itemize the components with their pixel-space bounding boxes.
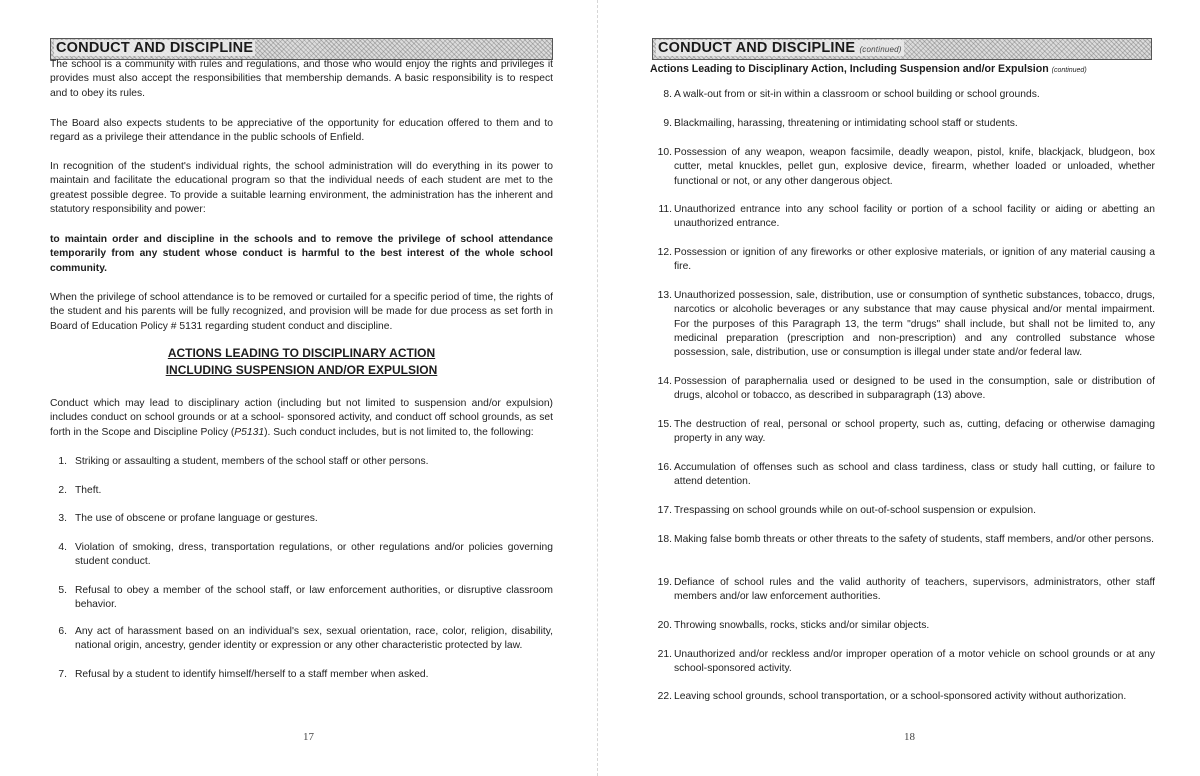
section-header	[656, 40, 904, 56]
paragraph-responsibility-power: to maintain order and discipline in the schools and to remove the privilege of school attendance temporarily from any student whose conduct is harmful to the best interest of the whole school community.	[50, 234, 553, 274]
item-number: 21.	[657, 649, 672, 660]
item-number: 2.	[58, 485, 67, 496]
item-number: 20.	[657, 620, 672, 631]
item-number: 11.	[658, 204, 672, 215]
sub-heading-text: Actions Leading to Disciplinary Action, Including Suspension and/or Expulsion	[650, 63, 1049, 75]
item-text: Unauthorized possession, sale, distribution, use or consumption of synthetic substances, tobacco, drugs, narcotics or alcoholic beverages or any substance that may cause physical and/or mental impairment. For the purposes of this Paragraph 13, the term "drugs" shall include, but shall not be limited to, any medicinal preparation (prescription and non-prescription) and any controlled substance whose possession, sale, distribution, use or consumption is illegal under state and/or federal law.	[674, 290, 1155, 359]
paragraph-student-rights: In recognition of the student's individual rights, the school administration will do everything in its power to maintain and facilitate the educational program so that the individual needs of each student are met to the greatest possible degree. To provide a suitable learning environment, the administration has the inherent and statutory responsibility and power:	[50, 161, 553, 215]
item-text: Refusal by a student to identify himself/herself to a staff member when asked.	[75, 669, 429, 680]
item-number: 3.	[58, 513, 67, 524]
item-number: 10.	[657, 147, 672, 158]
item-text: Blackmailing, harassing, threatening or intimidating school staff or students.	[674, 118, 1018, 129]
section-banner	[652, 38, 1152, 60]
item-text: The destruction of real, personal or school property, such as, cutting, defacing or otherwise damaging property in any way.	[674, 419, 1155, 445]
item-number: 8.	[663, 89, 672, 100]
item-text: Striking or assaulting a student, members of the school staff or other persons.	[75, 456, 429, 467]
item-number: 5.	[58, 585, 67, 596]
paragraph-board-expectations: The Board also expects students to be appreciative of the opportunity for education offered to them and to regard as a privilege their attendance in the public schools of Enfield.	[50, 118, 553, 144]
item-number: 13.	[657, 290, 672, 301]
conduct-intro-end: ). Such conduct includes, but is not limited to, the following:	[264, 426, 534, 438]
sub-heading	[650, 63, 1087, 75]
page-fold-divider	[597, 0, 598, 776]
item-text: Defiance of school rules and the valid authority of teachers, supervisors, administrators, other staff members and/or law enforcement authorities.	[674, 577, 1155, 603]
section-header-text: CONDUCT AND DISCIPLINE	[658, 40, 856, 56]
item-text: Accumulation of offenses such as school and class tardiness, class or study hall cutting, or failure to attend detention.	[674, 462, 1155, 488]
item-number: 22.	[657, 691, 672, 702]
item-text: The use of obscene or profane language or gestures.	[75, 513, 318, 524]
page-number: 17	[303, 731, 314, 743]
item-number: 14.	[657, 376, 672, 387]
item-text: Refusal to obey a member of the school staff, or law enforcement authorities, or disruptive classroom behavior.	[75, 585, 553, 611]
item-text: Possession of any weapon, weapon facsimile, deadly weapon, pistol, knife, blackjack, bludgeon, box cutter, metal knuckles, pellet gun, explosive device, firearm, whether loaded or unloaded, whether functional or not, or any other dangerous object.	[674, 147, 1155, 187]
section-banner	[50, 38, 553, 60]
item-number: 7.	[58, 669, 67, 680]
paragraph-community: The school is a community with rules and regulations, and those who would enjoy the rights and privileges it provides must also accept the responsibilities that membership demands. A basic responsibility is to respect and to obey its rules.	[50, 59, 553, 99]
item-text: Any act of harassment based on an individual's sex, sexual orientation, race, color, religion, disability, national origin, ancestry, gender identity or expression or any other characteristic protected by law.	[75, 626, 553, 652]
item-number: 6.	[58, 626, 67, 637]
paragraph-due-process: When the privilege of school attendance is to be removed or curtailed for a specific period of time, the rights of the student and his parents will be fully recognized, and provision will be made for due process as set forth in Board of Education Policy # 5131 regarding student conduct and discipline.	[50, 292, 553, 332]
section-title-line-1: ACTIONS LEADING TO DISCIPLINARY ACTION	[167, 346, 436, 360]
item-text: Violation of smoking, dress, transportation regulations, or other regulations and/or policies governing student conduct.	[75, 542, 553, 568]
item-text: Possession or ignition of any fireworks or other explosive materials, or ignition of any material causing a fire.	[674, 247, 1155, 273]
item-text: A walk-out from or sit-in within a classroom or school building or school grounds.	[674, 89, 1040, 100]
item-number: 17.	[657, 505, 672, 516]
item-text: Unauthorized entrance into any school facility or portion of a school facility or aiding or abetting an unauthorized entrance.	[674, 204, 1155, 230]
item-text: Possession of paraphernalia used or designed to be used in the consumption, sale or distribution of drugs, alcohol or tobacco, as described in subparagraph (13) above.	[674, 376, 1155, 402]
sub-heading-continued: (continued)	[1051, 67, 1087, 74]
page-number: 18	[904, 731, 915, 743]
item-number: 12.	[657, 247, 672, 258]
item-number: 4.	[58, 542, 67, 553]
item-text: Making false bomb threats or other threats to the safety of students, staff members, and/or other persons.	[674, 534, 1155, 545]
conduct-intro-text: Conduct which may lead to disciplinary action (including but not limited to suspension and/or expulsion) includes conduct on school grounds or at a school- sponsored activity, and conduct off school grounds, as set forth in the Scope and Discipline Policy (	[50, 398, 553, 438]
item-number: 16.	[657, 462, 672, 473]
left-page	[0, 0, 598, 776]
section-title-line-2: INCLUDING SUSPENSION AND/OR EXPULSION	[165, 363, 438, 377]
item-number: 15.	[657, 419, 672, 430]
item-number: 19.	[657, 577, 672, 588]
item-text: Throwing snowballs, rocks, sticks and/or similar objects.	[674, 620, 930, 631]
policy-reference: P5131	[234, 426, 265, 438]
section-header: CONDUCT AND DISCIPLINE	[56, 40, 254, 56]
item-text: Trespassing on school grounds while on out-of-school suspension or expulsion.	[674, 505, 1036, 516]
right-page	[602, 0, 1200, 776]
paragraph-conduct-intro	[50, 397, 553, 440]
item-text: Leaving school grounds, school transportation, or a school-sponsored activity without authorization.	[674, 691, 1127, 702]
continued-label: (continued)	[859, 45, 902, 54]
item-text: Unauthorized and/or reckless and/or improper operation of a motor vehicle on school grounds or at any school-sponsored activity.	[674, 649, 1155, 675]
item-number: 9.	[663, 118, 672, 129]
item-text: Theft.	[75, 485, 102, 496]
item-number: 1.	[58, 456, 67, 467]
item-number: 18.	[657, 534, 672, 545]
